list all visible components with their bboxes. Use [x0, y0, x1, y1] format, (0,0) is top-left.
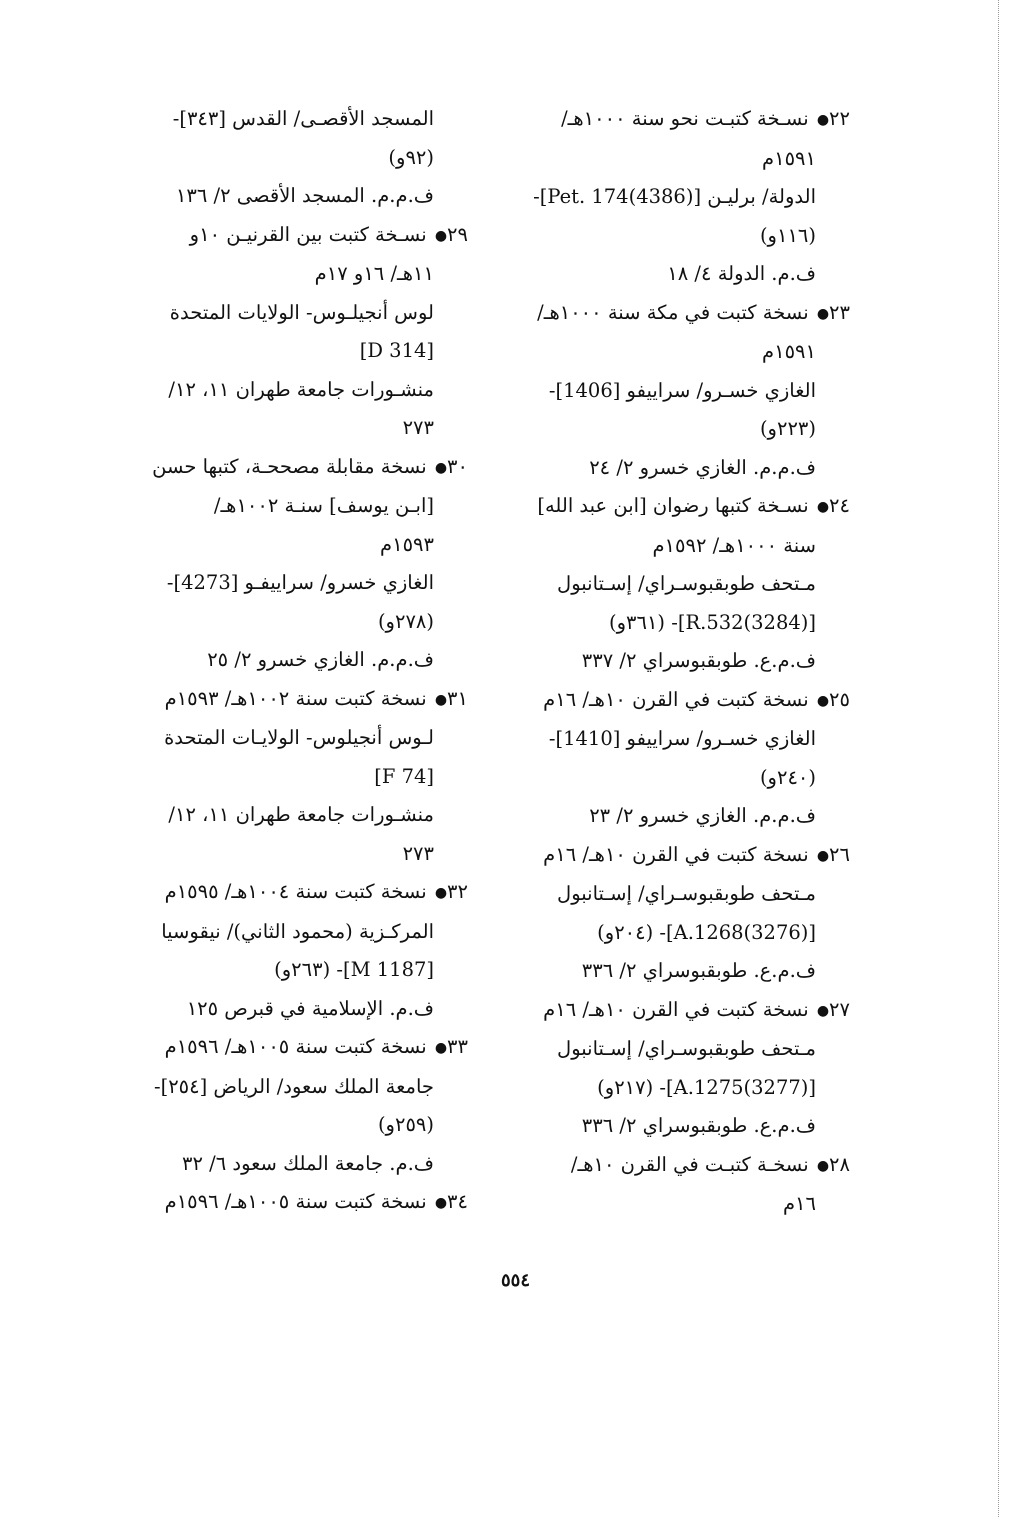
- entry-number: ٣٣: [447, 1035, 468, 1058]
- entry-line: (٢٥٩و): [377, 1113, 434, 1136]
- entry-line: (١١٦و): [759, 223, 816, 247]
- entry-line: ١١هـ/ ١٦و ١٧م: [314, 262, 434, 285]
- manuscript-entry: [505, 991, 850, 1146]
- entry-line: المسجد الأقصـى/ القدس [٣٤٣]-: [172, 107, 434, 130]
- entry-heading: [123, 216, 468, 256]
- entry-line: منشـورات جامعة طهران ١١، ١٢/: [168, 803, 434, 826]
- bullet-icon: ●: [434, 885, 448, 901]
- bullet-icon: ●: [816, 1157, 830, 1174]
- bullet-icon: ●: [816, 692, 830, 709]
- entry-number: ٢٦: [829, 842, 850, 866]
- entry-line: ١٥٩١م: [762, 146, 816, 170]
- entry-number: ٣٤: [447, 1190, 468, 1213]
- entry-heading: [505, 1146, 850, 1186]
- entry-line: نسخة كتبت في القرن ١٠هـ/ ١٦م: [543, 842, 815, 866]
- entry-number: ٣١: [447, 686, 468, 710]
- catalog-reference: ف.م.م. الغازي خسرو ٢/ ٢٤: [589, 455, 816, 479]
- right-column: [505, 100, 850, 1224]
- bullet-icon: ●: [816, 847, 830, 864]
- entry-line: [M 1187]- (٢٦٣و): [274, 958, 434, 981]
- manuscript-entry: [123, 100, 468, 216]
- catalog-reference: ف.م.م. الغازي خسرو ٢/ ٢٥: [207, 648, 434, 671]
- entry-line: نسخة كتبت في القرن ١٠هـ/ ١٦م: [543, 997, 815, 1021]
- entry-number: ٢٣: [829, 300, 850, 324]
- manuscript-entry: [505, 681, 850, 836]
- catalog-reference: ف.م. الدولة ٤/ ١٨: [667, 262, 816, 285]
- entry-line: نسخة كتبت في مكة سنة ١٠٠٠هـ/: [537, 300, 815, 324]
- entry-line: (٩٢و): [388, 145, 434, 169]
- bullet-icon: ●: [434, 227, 448, 244]
- manuscript-entry: [505, 487, 850, 681]
- entry-number: ٢٧: [829, 997, 850, 1021]
- manuscript-entry: [505, 294, 850, 488]
- entry-line: [A.1268(3276)]- (٢٠٤و): [597, 920, 816, 944]
- entry-line: منشـورات جامعة طهران ١١، ١٢/: [168, 377, 434, 401]
- entry-line: ١٥٩١م: [762, 340, 816, 363]
- entry-number: ٢٤: [829, 494, 850, 517]
- entry-number: ٢٥: [829, 687, 850, 711]
- entry-heading: [123, 680, 468, 720]
- entry-heading: [505, 836, 850, 876]
- entry-line: جامعة الملك سعود/ الرياض [٢٥٤]-: [154, 1074, 434, 1098]
- entry-line: الغازي خسرو/ سراييفـو [4273]-: [166, 571, 434, 594]
- entry-heading: [505, 100, 850, 140]
- entry-line: نسـخة كتبها رضوان [ابن عبد الله]: [537, 494, 815, 517]
- entry-number: ٣٢: [447, 880, 468, 903]
- entry-line: نسخة مقابلة مصححـة، كتبها حسن: [152, 454, 433, 478]
- entry-line: نسـخة كتبت بين القرنيـن ١٠و: [189, 222, 433, 246]
- entry-number: ٣٠: [447, 454, 468, 478]
- manuscript-entry: [123, 680, 468, 874]
- bullet-icon: ●: [816, 499, 830, 515]
- entry-line: [D 314]: [359, 339, 434, 362]
- entry-heading: [505, 487, 850, 527]
- entry-line: لوس أنجيلـوس- الولايات المتحدة: [169, 300, 434, 324]
- entry-line: نسخـة كتبـت في القرن ١٠هـ/: [570, 1152, 815, 1176]
- entry-number: ٢٩: [447, 222, 468, 246]
- entry-line: [A.1275(3277)]- (٢١٧و): [597, 1075, 816, 1099]
- entry-line: [F 74]: [374, 764, 434, 788]
- manuscript-entry: [123, 873, 468, 1028]
- page-number: ٥٥٤: [500, 1270, 530, 1291]
- entry-heading: [505, 991, 850, 1031]
- entry-heading: [123, 448, 468, 488]
- entry-line: مـتحف طوبقبوسـراي/ إسـتانبول: [557, 572, 816, 595]
- entry-number: ٢٨: [829, 1152, 850, 1176]
- entry-line: مـتحف طوبقبوسـراي/ إسـتانبول: [557, 1037, 816, 1060]
- bullet-icon: ●: [816, 305, 830, 322]
- bullet-icon: ●: [816, 112, 830, 128]
- entry-heading: [123, 873, 468, 913]
- manuscript-entry: [123, 448, 468, 680]
- entry-line: الدولة/ برليـن [Pet. 174(4386)]-: [533, 185, 816, 208]
- entry-line: مـتحف طوبقبوسـراي/ إسـتانبول: [557, 882, 816, 905]
- entry-heading: [505, 681, 850, 721]
- bullet-icon: ●: [816, 1002, 830, 1019]
- entry-line: [R.532(3284)]- (٣٦١و): [608, 610, 816, 634]
- bullet-icon: ●: [434, 459, 448, 476]
- catalog-reference: ف.م.ع. طوبقبوسراي ٢/ ٣٣٧: [581, 649, 816, 672]
- manuscript-entry: [123, 216, 468, 448]
- manuscript-entry: [505, 100, 850, 294]
- left-column: [123, 100, 468, 1223]
- manuscript-entry: [505, 836, 850, 991]
- entry-line: نسـخة كتبـت نحو سنة ١٠٠٠هـ/: [561, 107, 815, 130]
- entry-heading: [123, 1028, 468, 1068]
- entry-line: (٢٤٠و): [759, 765, 816, 789]
- bullet-icon: ●: [434, 1195, 448, 1211]
- entry-line: الغازي خسـرو/ سراييفو [1410]-: [548, 727, 816, 750]
- entry-line: ٢٧٣: [402, 416, 434, 439]
- catalog-reference: ف.م. الإسلامية في قبرص ١٢٥: [186, 996, 434, 1020]
- manuscript-entry: [123, 1028, 468, 1183]
- entry-line: [ابـن يوسف] سنـة ١٠٠٢هـ/: [213, 494, 434, 517]
- entry-line: نسخة كتبت سنة ١٠٠٢هـ/ ١٥٩٣م: [164, 686, 433, 710]
- catalog-reference: ف.م.م. المسجد الأقصى ٢/ ١٣٦: [175, 184, 434, 207]
- entry-line: نسخة كتبت سنة ١٠٠٥هـ/ ١٥٩٦م: [164, 1190, 433, 1213]
- entry-line: لـوس أنجيلوس- الولايـات المتحدة: [164, 726, 434, 749]
- entry-line: ١٦م: [782, 1192, 816, 1215]
- catalog-reference: ف.م.ع. طوبقبوسراي ٢/ ٣٣٦: [581, 1114, 816, 1137]
- entry-line: نسخة كتبت سنة ١٠٠٥هـ/ ١٥٩٦م: [164, 1035, 433, 1058]
- bullet-icon: ●: [434, 691, 448, 708]
- entry-line: الغازي خسـرو/ سراييفو [1406]-: [548, 378, 816, 402]
- entry-number: ٢٢: [829, 107, 850, 130]
- entry-line: نسخة كتبت في القرن ١٠هـ/ ١٦م: [543, 687, 815, 711]
- catalog-reference: ف.م.م. الغازي خسرو ٢/ ٢٣: [589, 804, 816, 827]
- entry-line: (٢٢٣و): [759, 417, 816, 440]
- manuscript-entry: [505, 1146, 850, 1224]
- entry-line: ١٥٩٣م: [380, 532, 434, 556]
- entry-heading: [123, 1183, 468, 1223]
- entry-line: نسخة كتبت سنة ١٠٠٤هـ/ ١٥٩٥م: [164, 880, 433, 903]
- bullet-icon: ●: [434, 1040, 448, 1056]
- entry-line: ٢٧٣: [402, 841, 434, 865]
- entry-line: (٢٧٨و): [377, 609, 434, 633]
- catalog-reference: ف.م.ع. طوبقبوسراي ٢/ ٣٣٦: [581, 959, 816, 982]
- catalog-reference: ف.م. جامعة الملك سعود ٦/ ٣٢: [181, 1151, 434, 1175]
- manuscript-entry: [123, 1183, 468, 1223]
- entry-line: المركـزية (محمود الثاني)/ نيقوسيا: [161, 919, 434, 943]
- entry-line: سنة ١٠٠٠هـ/ ١٥٩٢م: [652, 533, 816, 557]
- entry-heading: [505, 294, 850, 334]
